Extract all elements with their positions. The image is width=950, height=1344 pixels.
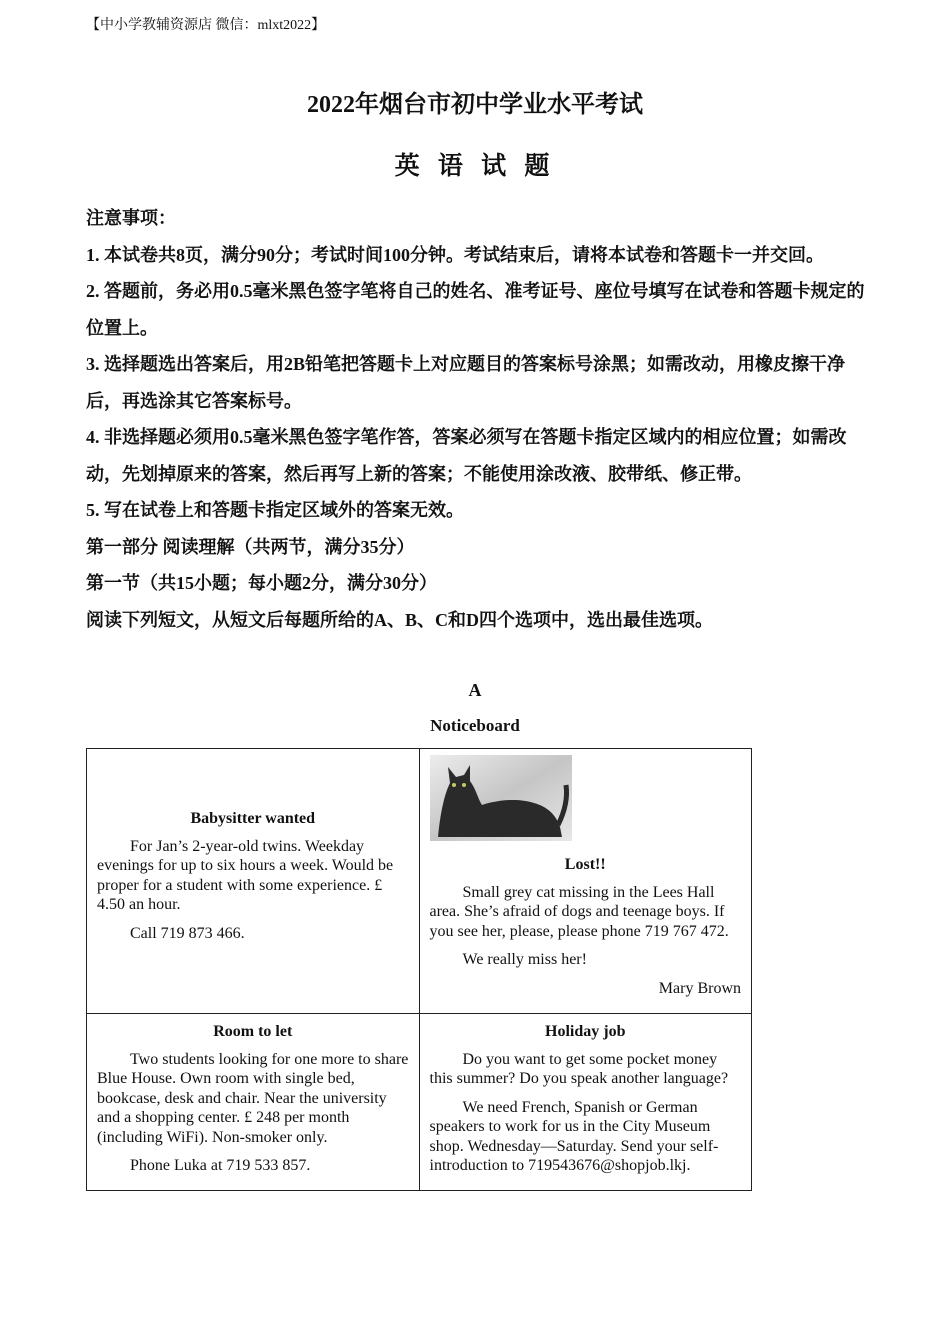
ad-holiday-job [419,1014,752,1191]
note-item: 2. 答题前，务必用0.5毫米黑色签字笔将自己的姓名、准考证号、座位号填写在试卷和答题卡规定的位置上。 [86,281,865,338]
ad-babysitter [87,749,420,1014]
note-item: 3. 选择题选出答案后，用2B铅笔把答题卡上对应题目的答案标号涂黑；如需改动，用橡皮擦干净后，再选涂其它答案标号。 [86,354,846,411]
note-item: 5. 写在试卷上和答题卡指定区域外的答案无效。 [86,500,464,520]
exam-title: 2022年烟台市初中学业水平考试 [307,92,643,118]
note-item: 4. 非选择题必须用0.5毫米黑色签字笔作答，答案必须写在答题卡指定区域内的相应位置；如需改动，先划掉原来的答案，然后再写上新的答案；不能使用涂改液、胶带纸、修正带。 [86,427,847,484]
ad-text: Two students looking for one more to share Blue House. Own room with single bed, bookcase, desk and chair. Near the university and a shopping center. £ 248 per month (including WiFi). Non-smoker only. [97,1050,409,1146]
passage-label: A [468,680,482,700]
ad-lost-cat [419,749,752,1014]
ad-phone: Call 719 873 466. [130,924,245,942]
noticeboard-table [86,748,752,1191]
cat-photo [430,755,572,841]
ad-title: Holiday job [545,1023,626,1040]
cat-icon [430,755,572,841]
noticeboard-title: Noticeboard [430,716,520,735]
header-note: 【中小学教辅资源店 微信：mlxt2022】 [86,18,326,33]
part-heading: 第一部分 阅读理解（共两节，满分35分） [86,536,415,557]
ad-text: For Jan’s 2-year-old twins. Weekday evenings for up to six hours a week. Would be proper for a student with some experience. £ 4.50 an hour. [97,837,394,913]
ad-text: Small grey cat missing in the Lees Hall area. She’s afraid of dogs and teenage boys. If you see her, please, please phone 719 767 472. [429,883,729,940]
exam-subtitle: 英 语 试 题 [394,153,556,180]
ad-room [87,1014,420,1191]
ad-signature: Mary Brown [658,979,741,997]
note-item: 1. 本试卷共8页，满分90分；考试时间100分钟。考试结束后，请将本试卷和答题卡一并交回。 [86,244,824,265]
instructions [86,200,866,638]
section-heading: 第一节（共15小题；每小题2分，满分30分） [86,573,437,593]
notes-heading: 注意事项： [86,208,176,228]
ad-title: Room to let [213,1023,293,1040]
ad-text: Do you want to get some pocket money this summer? Do you speak another language? [429,1050,729,1087]
section-instruction: 阅读下列短文，从短文后每题所给的A、B、C和D四个选项中，选出最佳选项。 [86,609,713,630]
ad-text: We need French, Spanish or German speakers to work for us in the City Museum shop. Wednesday—Saturday. Send your self-introduction to 719543676@shopjob.lkj. [429,1098,719,1174]
ad-text: We really miss her! [462,951,587,968]
ad-phone: Phone Luka at 719 533 857. [130,1157,311,1174]
ad-title: Babysitter wanted [190,810,316,827]
ad-title: Lost!! [564,856,606,873]
